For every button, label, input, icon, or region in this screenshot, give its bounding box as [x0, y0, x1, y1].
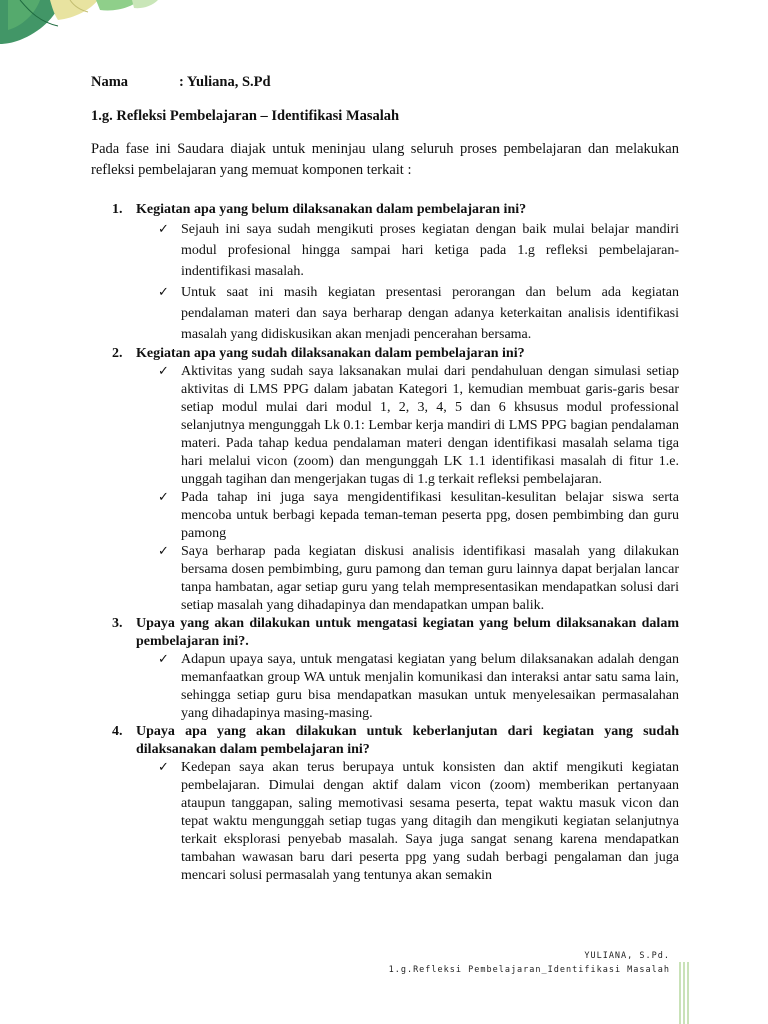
footer-doc-title: 1.g.Refleksi Pembelajaran_Identifikasi Masalah — [388, 965, 670, 975]
answer-item — [91, 282, 679, 345]
check-icon: ✓ — [158, 222, 169, 237]
question-number: 2. — [112, 346, 123, 361]
answer-text: Saya berharap pada kegiatan diskusi analisis identifikasi masalah yang dilakukan bersama dosen pembimbing, guru pamong dan teman guru lainnya dapat berjalan lancar tanpa hambatan, agar setiap guru yang telah mempresentasikan mendapatkan solusi dari setiap masalah yang dihadapinya dan mendapatkan umpan balik. — [181, 544, 679, 613]
check-icon: ✓ — [158, 760, 169, 775]
question-text: Kegiatan apa yang belum dilaksanakan dalam pembelajaran ini? — [136, 202, 527, 217]
answer-item — [91, 759, 679, 885]
check-icon: ✓ — [158, 285, 169, 300]
answer-text: Sejauh ini saya sudah mengikuti proses kegiatan dengan baik mulai belajar mandiri modul profesional hingga sampai hari ketiga pada 1.g refleksi pembelajaran-indentifikasi masalah. — [181, 222, 679, 279]
answer-item — [91, 489, 679, 543]
name-label: Nama — [91, 74, 129, 90]
answer-text: Adapun upaya saya, untuk mengatasi kegiatan yang belum dilaksanakan adalah dengan memanfaatkan group WA untuk menjalin komunikasi dan interaksi antar satu sama lain, sehingga setiap guru bisa mendapatkan masukan untuk menyelesaikan permasalahan yang dihadapinya masing-masing. — [181, 652, 679, 721]
check-icon: ✓ — [158, 652, 169, 667]
leaf-decoration — [0, 0, 170, 50]
answer-text: Pada tahap ini juga saya mengidentifikasi kesulitan-kesulitan belajar siswa serta mencoba untuk berbagi kepada teman-teman peserta ppg, dosen pembimbing dan guru pamong — [181, 490, 679, 541]
answer-item — [91, 219, 679, 282]
question-text: Upaya yang akan dilakukan untuk mengatasi kegiatan yang belum dilaksanakan dalam pembelajaran ini?. — [136, 616, 679, 649]
question-number: 4. — [112, 724, 123, 739]
question-text: Kegiatan apa yang sudah dilaksanakan dalam pembelajaran ini? — [136, 346, 525, 361]
question-list — [91, 201, 679, 885]
question-number: 1. — [112, 202, 123, 217]
document-title: 1.g. Refleksi Pembelajaran – Identifikasi Masalah — [91, 108, 400, 124]
answer-item — [91, 363, 679, 489]
check-icon: ✓ — [158, 544, 169, 559]
question-1 — [91, 201, 679, 219]
question-3 — [91, 615, 679, 651]
intro-paragraph: Pada fase ini Saudara diajak untuk meninjau ulang seluruh proses pembelajaran dan melakukan refleksi pembelajaran yang memuat komponen terkait : — [91, 141, 679, 178]
check-icon: ✓ — [158, 364, 169, 379]
question-text: Upaya apa yang akan dilakukan untuk keberlanjutan dari kegiatan yang sudah dilaksanakan dalam pembelajaran ini? — [136, 724, 679, 757]
answer-text: Untuk saat ini masih kegiatan presentasi perorangan dan belum ada kegiatan pendalaman materi dan saya berharap dengan adanya keterkaitan analisis identifikasi masalah yang didiskusikan akan menjadi pencerahan bersama. — [181, 285, 679, 342]
question-number: 3. — [112, 616, 123, 631]
page-footer — [389, 949, 670, 977]
name-value: : Yuliana, S.Pd — [179, 74, 271, 90]
question-4 — [91, 723, 679, 759]
footer-vertical-lines — [678, 962, 690, 1024]
answer-item — [91, 651, 679, 723]
name-row — [91, 74, 271, 91]
footer-author: YULIANA, S.Pd. — [584, 951, 670, 961]
check-icon: ✓ — [158, 490, 169, 505]
question-2 — [91, 345, 679, 363]
answer-text: Kedepan saya akan terus berupaya untuk konsisten dan aktif mengikuti kegiatan pembelajaran. Dimulai dengan aktif dalam vicon (zoom) memberikan pertanyaan ataupun tanggapan, saling memotivasi sesama peserta, tepat waktu masuk vicon dan tepat waktu mengunggah setiap tugas yang ditagih dan mengikuti kegiatan selanjutnya terkait eksplorasi penyebab masalah. Saya juga sangat senang karena mendapatkan tambahan wawasan baru dari peserta ppg yang sudah berbagi pengalaman dan juga mencari solusi permasalah yang tentunya akan semakin — [181, 760, 679, 883]
answer-item — [91, 543, 679, 615]
answer-text: Aktivitas yang sudah saya laksanakan mulai dari pendahuluan dengan simulasi setiap aktivitas di LMS PPG dalam jabatan Kategori 1, kemudian membuat garis-garis besar setiap modul mulai dari modul 1, 2, 3, 4, 5 dan 6 khsusus modul professional selanjutnya mengunggah Lk 0.1: Lembar kerja mandiri di LMS PPG bagian pendalaman materi. Pada tahap kedua pendalaman materi dengan identifikasi masalah selama tiga hari melalui vicon (zoom) dan mengunggah LK 1.1 identifikasi masalah di fitur 1.e. unggah tagihan dan mengerjakan tugas di 1.g terkait refleksi pembelajaran. — [181, 364, 679, 487]
